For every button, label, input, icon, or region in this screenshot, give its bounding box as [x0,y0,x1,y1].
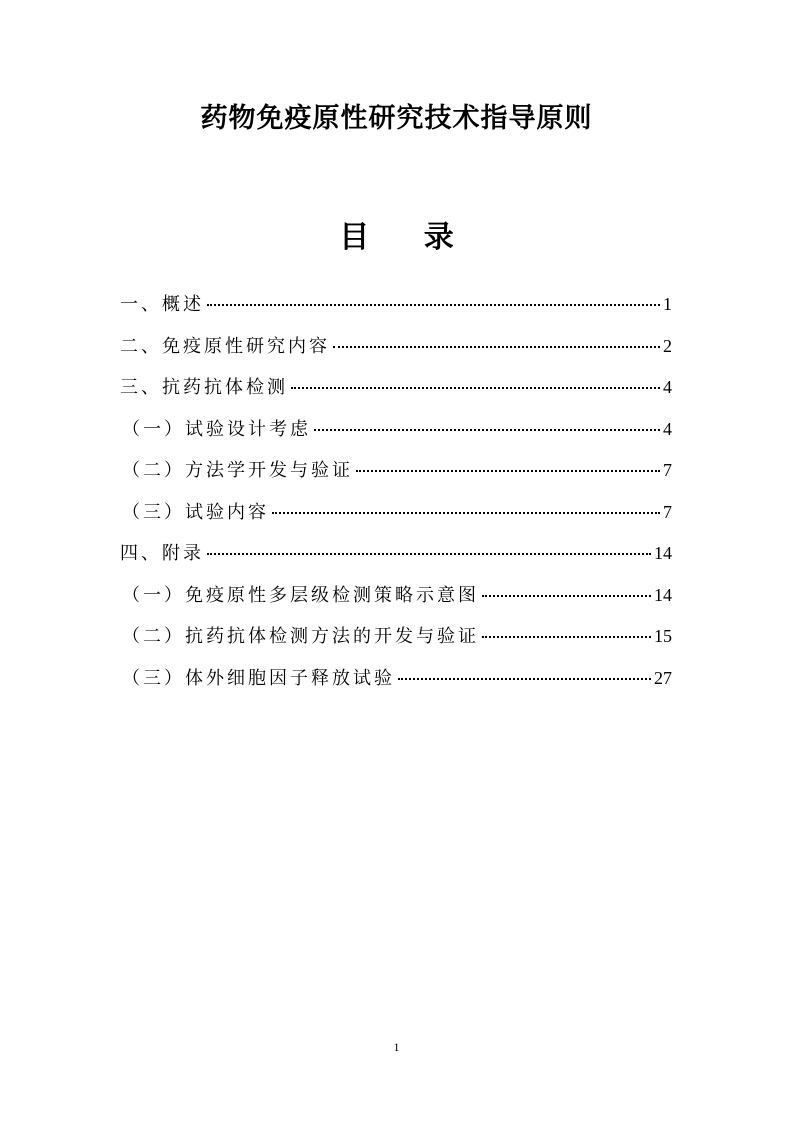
toc-entry-ada-method[interactable] [120,622,672,664]
toc-dot-leader [333,346,660,348]
toc-dot-leader [356,470,660,472]
toc-entry-page: 27 [654,667,672,688]
toc-entry-page: 4 [663,377,672,397]
toc-entry-research-content[interactable] [120,332,672,374]
table-of-contents [120,290,672,705]
toc-dot-leader [291,387,660,389]
toc-entry-label: （二）方法学开发与验证 [122,460,353,481]
toc-heading: 目 录 [339,220,476,255]
toc-dot-leader [398,678,651,680]
toc-dot-leader [272,512,660,514]
toc-entry-page: 7 [663,501,672,522]
toc-entry-tiered-strategy[interactable] [120,581,672,623]
toc-entry-page: 15 [654,626,672,646]
toc-entry-page: 4 [663,418,672,439]
toc-entry-label: （三）试验内容 [122,501,269,523]
toc-entry-method-development[interactable] [120,456,672,498]
toc-entry-page: 14 [654,584,672,605]
toc-dot-leader [314,429,660,431]
toc-dot-leader [482,595,651,597]
toc-entry-label: 四、附录 [120,543,204,564]
toc-entry-label: （一）试验设计考虑 [122,418,311,440]
page-number: 1 [393,1040,400,1054]
toc-entry-label: 一、概述 [120,294,204,315]
toc-entry-study-content[interactable] [120,498,672,540]
toc-entry-ada-detection[interactable] [120,373,672,415]
toc-dot-leader [207,553,651,555]
toc-entry-label: （一）免疫原性多层级检测策略示意图 [122,584,479,606]
toc-dot-leader [482,636,651,638]
toc-entry-page: 1 [663,294,672,314]
toc-dot-leader [207,304,660,306]
document-title: 药物免疫原性研究技术指导原则 [200,103,593,134]
toc-entry-label: 二、免疫原性研究内容 [120,335,330,357]
toc-entry-label: （三）体外细胞因子释放试验 [122,667,395,689]
toc-entry-label: （二）抗药抗体检测方法的开发与验证 [122,626,479,647]
toc-entry-study-design[interactable] [120,415,672,457]
toc-entry-appendix[interactable] [120,539,672,581]
toc-entry-overview[interactable] [120,290,672,332]
toc-entry-page: 7 [663,460,672,480]
toc-entry-cytokine-release[interactable] [120,664,672,706]
toc-entry-label: 三、抗药抗体检测 [120,377,288,398]
toc-entry-page: 2 [663,335,672,356]
toc-entry-page: 14 [654,543,672,563]
